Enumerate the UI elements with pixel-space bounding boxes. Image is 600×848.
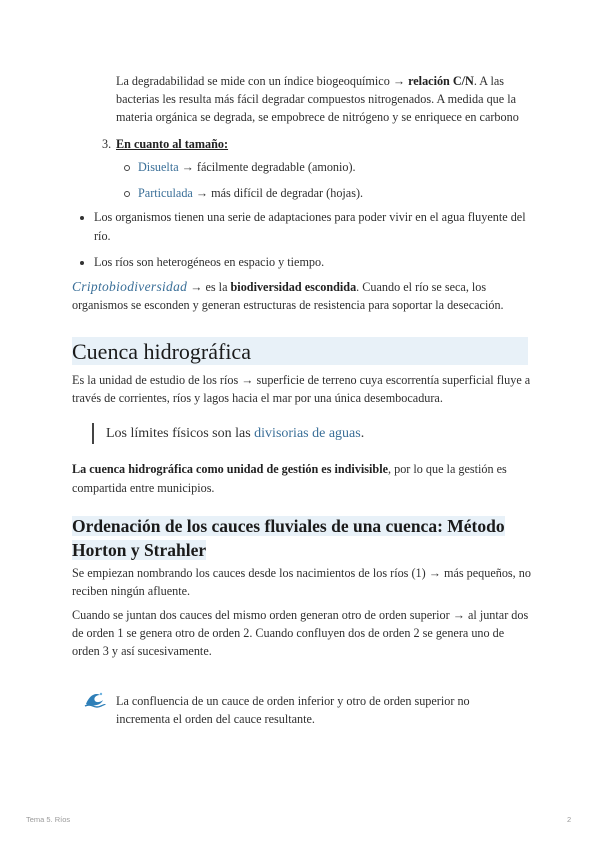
divisorias-link[interactable]: divisorias de aguas [254,426,361,441]
callout-line: incrementa el orden del cauce resultante. [116,712,315,726]
paragraph-line: de orden 1 se genera otro de orden 2. Cuando confluyen dos de orden 2 se genera uno de [72,626,505,640]
paragraph-line: través de corrientes, ríos y lagos hacia el mar por una única desembocadura. [72,391,443,405]
bullet-text: Los ríos son heterogéneos en espacio y tiempo. [94,255,325,269]
bullet-text: Los organismos tienen una serie de adaptaciones para poder vivir en el agua fluyente del [94,210,526,224]
term-link[interactable]: Disuelta [138,160,179,174]
intro-line-2: bacterias les resulta más fácil degradar compuestos nitrogenados. A medida que la [116,92,517,106]
list-item: Particulada → más difícil de degradar (hojas). [138,186,364,200]
paragraph-line: Es la unidad de estudio de los ríos → superficie de terreno cuya escorrentía superficial fluye a [72,373,531,387]
callout-line: La confluencia de un cauce de orden inferior y otro de orden superior no [116,694,470,708]
cripto-line-2: organismos se esconden y generan estructuras de resistencia para soportar la desecación. [72,298,504,312]
bullet-icon [80,216,84,220]
paragraph-line: Se empiezan nombrando los cauces desde los nacimientos de los ríos (1) → más pequeños, no [72,566,531,580]
list-item: Disuelta → fácilmente degradable (amonio). [138,160,356,174]
wave-icon [84,690,106,708]
paragraph-line: compartida entre municipios. [72,481,215,495]
circle-bullet-icon [124,165,130,171]
list-heading: En cuanto al tamaño: [116,137,229,151]
intro-line-1: La degradabilidad se mide con un índice biogeoquímico → relación C/N. A las [116,74,505,88]
list-number: 3. [102,137,112,151]
quote-bar [92,423,94,444]
intro-line-3: materia orgánica se degrada, se empobrece de nitrógeno y se enriquece en carbono [116,110,519,124]
page-number: 2 [567,815,572,824]
footer-title: Tema 5. Ríos [26,815,71,824]
subsection-title: Ordenación de los cauces fluviales de una cuenca: Método Horton y Strahler [72,516,505,560]
blockquote: Los límites físicos son las divisorias de aguas. [106,426,365,441]
circle-bullet-icon [124,191,130,197]
paragraph-line: La cuenca hidrográfica como unidad de gestión es indivisible, por lo que la gestión es [72,462,507,476]
bullet-text: río. [94,229,111,243]
paragraph-line: Cuando se juntan dos cauces del mismo orden generan otro de orden superior → al juntar dos [72,608,529,622]
paragraph-line: reciben ningún afluente. [72,584,191,598]
bullet-icon [80,261,84,265]
section-title: Cuenca hidrográfica [72,337,528,365]
cripto-line-1: Criptobiodiversidad → es la biodiversidad escondida. Cuando el río se seca, los [72,279,487,294]
paragraph-line: orden 3 y así sucesivamente. [72,644,212,658]
term-link[interactable]: Particulada [138,186,193,200]
